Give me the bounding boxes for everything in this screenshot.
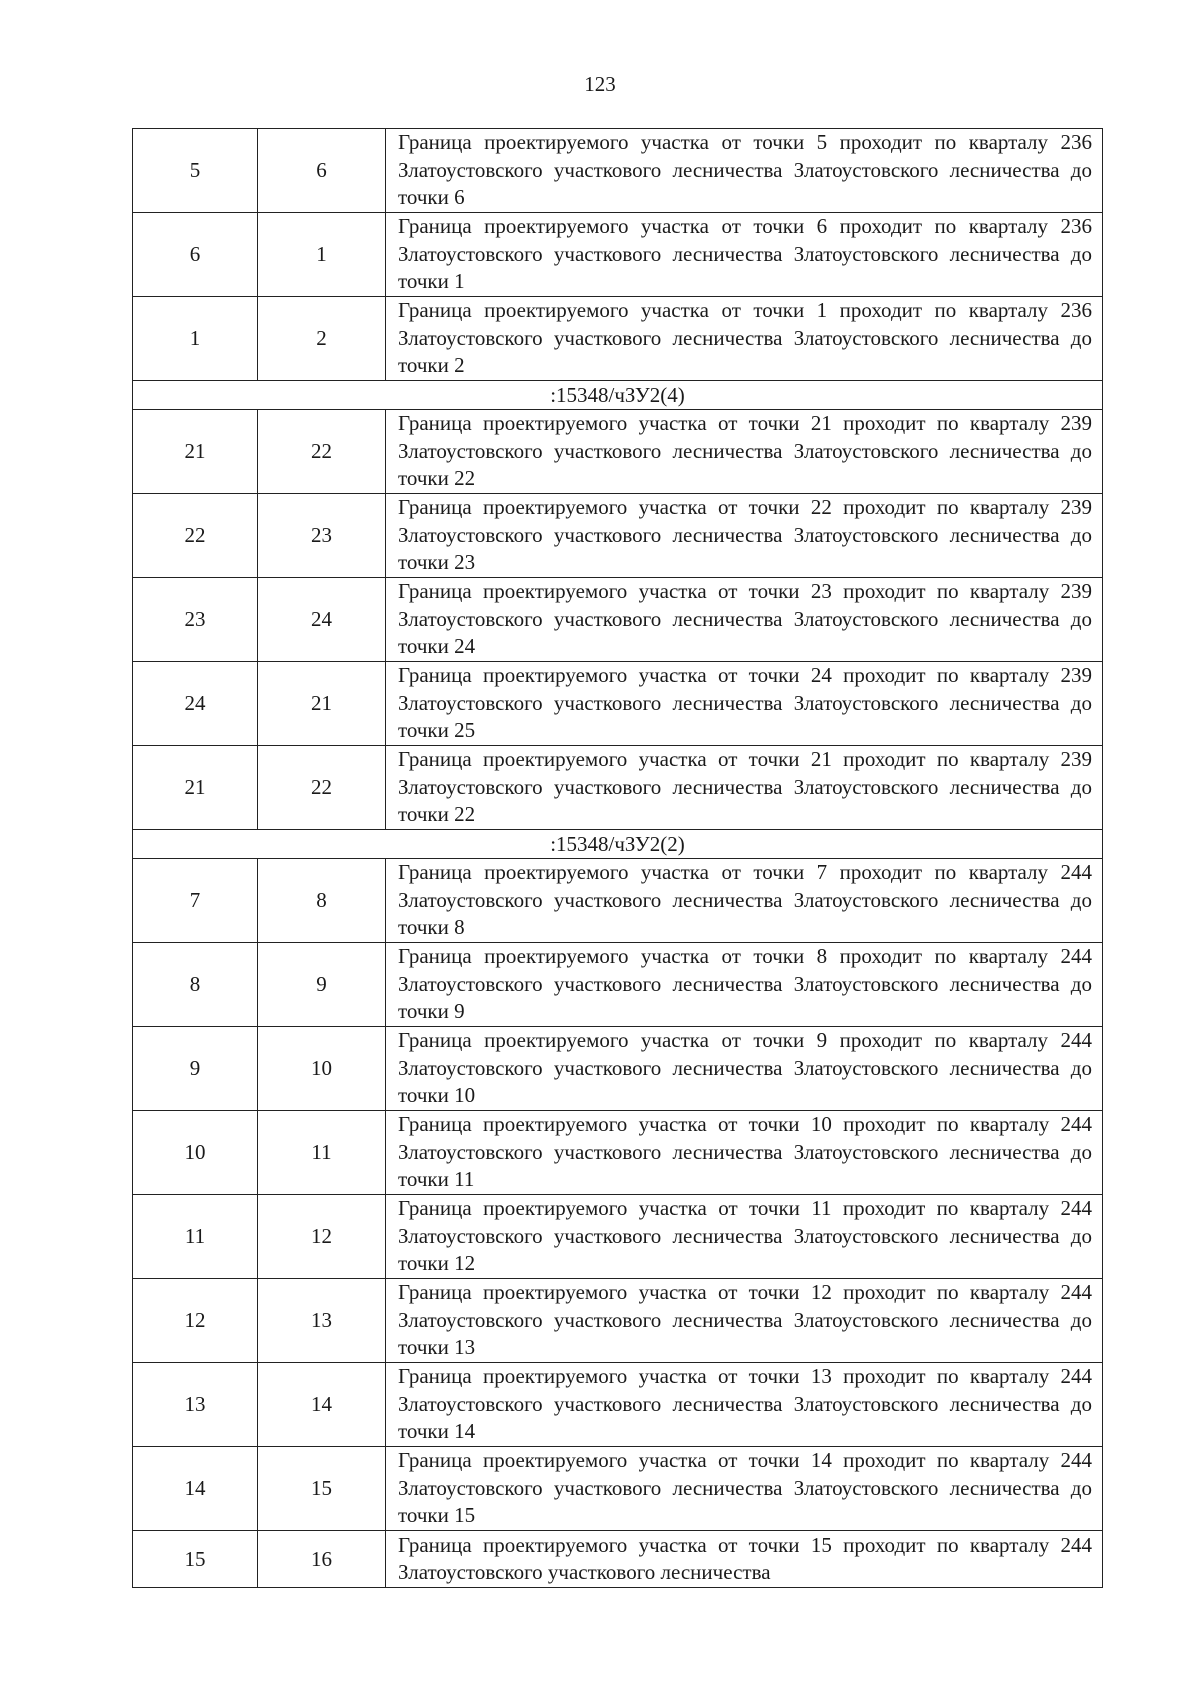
- to-point-cell: 16: [258, 1531, 386, 1588]
- table-row: [133, 1447, 1103, 1531]
- section-label: :15348/чЗУ2(4): [133, 381, 1103, 410]
- page-number: 123: [584, 72, 616, 96]
- from-point-cell: 9: [133, 1027, 258, 1111]
- table-row: [133, 129, 1103, 213]
- to-point-cell: 22: [258, 746, 386, 830]
- to-point-cell: 12: [258, 1195, 386, 1279]
- section-header-row: [133, 381, 1103, 410]
- from-point-cell: 21: [133, 410, 258, 494]
- description-cell: Граница проектируемого участка от точки 21 проходит по кварталу 239 Златоустовского участкового лесничества Златоустовского лесничества до точки 22: [386, 746, 1103, 830]
- table-row: [133, 213, 1103, 297]
- table-row: [133, 297, 1103, 381]
- table-row: [133, 1279, 1103, 1363]
- description-cell: Граница проектируемого участка от точки 9 проходит по кварталу 244 Златоустовского участкового лесничества Златоустовского лесничества до точки 10: [386, 1027, 1103, 1111]
- from-point-cell: 6: [133, 213, 258, 297]
- table-row: [133, 578, 1103, 662]
- from-point-cell: 15: [133, 1531, 258, 1588]
- table-row: [133, 1363, 1103, 1447]
- from-point-cell: 14: [133, 1447, 258, 1531]
- description-cell: Граница проектируемого участка от точки 14 проходит по кварталу 244 Златоустовского участкового лесничества Златоустовского лесничества до точки 15: [386, 1447, 1103, 1531]
- description-cell: Граница проектируемого участка от точки 21 проходит по кварталу 239 Златоустовского участкового лесничества Златоустовского лесничества до точки 22: [386, 410, 1103, 494]
- to-point-cell: 2: [258, 297, 386, 381]
- table-row: [133, 1111, 1103, 1195]
- description-cell: Граница проектируемого участка от точки 7 проходит по кварталу 244 Златоустовского участкового лесничества Златоустовского лесничества до точки 8: [386, 859, 1103, 943]
- description-cell: Граница проектируемого участка от точки 8 проходит по кварталу 244 Златоустовского участкового лесничества Златоустовского лесничества до точки 9: [386, 943, 1103, 1027]
- description-cell: Граница проектируемого участка от точки 10 проходит по кварталу 244 Златоустовского участкового лесничества Златоустовского лесничества до точки 11: [386, 1111, 1103, 1195]
- from-point-cell: 8: [133, 943, 258, 1027]
- description-cell: Граница проектируемого участка от точки 12 проходит по кварталу 244 Златоустовского участкового лесничества Златоустовского лесничества до точки 13: [386, 1279, 1103, 1363]
- description-cell: Граница проектируемого участка от точки 15 проходит по кварталу 244 Златоустовского участкового лесничества: [386, 1531, 1103, 1588]
- to-point-cell: 10: [258, 1027, 386, 1111]
- description-cell: Граница проектируемого участка от точки 23 проходит по кварталу 239 Златоустовского участкового лесничества Златоустовского лесничества до точки 24: [386, 578, 1103, 662]
- description-cell: Граница проектируемого участка от точки 11 проходит по кварталу 244 Златоустовского участкового лесничества Златоустовского лесничества до точки 12: [386, 1195, 1103, 1279]
- table-body: [133, 129, 1103, 1588]
- description-cell: Граница проектируемого участка от точки 22 проходит по кварталу 239 Златоустовского участкового лесничества Златоустовского лесничества до точки 23: [386, 494, 1103, 578]
- to-point-cell: 13: [258, 1279, 386, 1363]
- from-point-cell: 13: [133, 1363, 258, 1447]
- description-cell: Граница проектируемого участка от точки 24 проходит по кварталу 239 Златоустовского участкового лесничества Златоустовского лесничества до точки 25: [386, 662, 1103, 746]
- from-point-cell: 1: [133, 297, 258, 381]
- to-point-cell: 14: [258, 1363, 386, 1447]
- from-point-cell: 21: [133, 746, 258, 830]
- from-point-cell: 7: [133, 859, 258, 943]
- description-cell: Граница проектируемого участка от точки 5 проходит по кварталу 236 Златоустовского участкового лесничества Златоустовского лесничества до точки 6: [386, 129, 1103, 213]
- description-cell: Граница проектируемого участка от точки 1 проходит по кварталу 236 Златоустовского участкового лесничества Златоустовского лесничества до точки 2: [386, 297, 1103, 381]
- table-row: [133, 1531, 1103, 1588]
- description-cell: Граница проектируемого участка от точки 13 проходит по кварталу 244 Златоустовского участкового лесничества Златоустовского лесничества до точки 14: [386, 1363, 1103, 1447]
- to-point-cell: 24: [258, 578, 386, 662]
- to-point-cell: 11: [258, 1111, 386, 1195]
- table-row: [133, 1195, 1103, 1279]
- section-label: :15348/чЗУ2(2): [133, 830, 1103, 859]
- boundary-description-table: [132, 128, 1103, 1588]
- description-cell: Граница проектируемого участка от точки 6 проходит по кварталу 236 Златоустовского участкового лесничества Златоустовского лесничества до точки 1: [386, 213, 1103, 297]
- from-point-cell: 24: [133, 662, 258, 746]
- to-point-cell: 22: [258, 410, 386, 494]
- to-point-cell: 1: [258, 213, 386, 297]
- to-point-cell: 21: [258, 662, 386, 746]
- from-point-cell: 22: [133, 494, 258, 578]
- from-point-cell: 10: [133, 1111, 258, 1195]
- table-row: [133, 943, 1103, 1027]
- from-point-cell: 12: [133, 1279, 258, 1363]
- to-point-cell: 8: [258, 859, 386, 943]
- from-point-cell: 11: [133, 1195, 258, 1279]
- to-point-cell: 15: [258, 1447, 386, 1531]
- to-point-cell: 23: [258, 494, 386, 578]
- to-point-cell: 9: [258, 943, 386, 1027]
- from-point-cell: 23: [133, 578, 258, 662]
- from-point-cell: 5: [133, 129, 258, 213]
- table-row: [133, 662, 1103, 746]
- table-row: [133, 746, 1103, 830]
- table-row: [133, 494, 1103, 578]
- to-point-cell: 6: [258, 129, 386, 213]
- table-row: [133, 1027, 1103, 1111]
- table-row: [133, 859, 1103, 943]
- table-row: [133, 410, 1103, 494]
- section-header-row: [133, 830, 1103, 859]
